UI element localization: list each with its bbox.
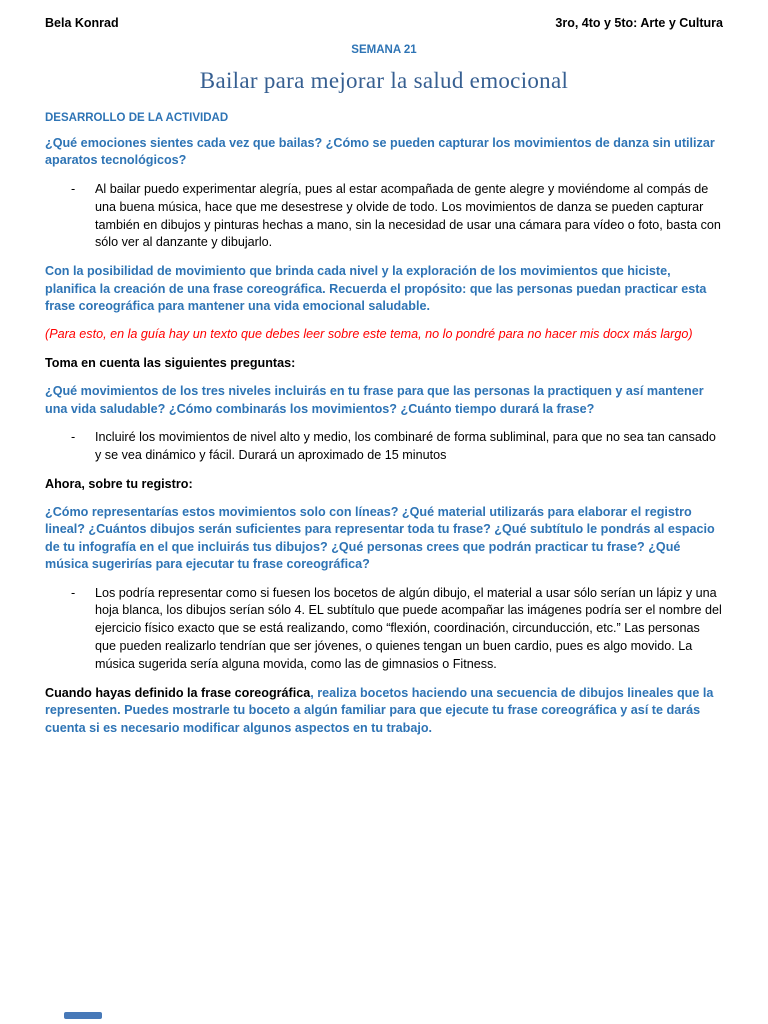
answer-text-1: Al bailar puedo experimentar alegría, pues al estar acompañada de gente alegre y moviéndome al compás de una buena música, hace que me desestrese y olvide de todo. Los movimientos de danza se pueden capturar también en dibujos y pinturas hechas a mano, sin la necesidad de usar una cámara para vídeo o foto, basta con sólo ver al danzante y dibujarlo.	[95, 181, 721, 250]
red-note-paragraph: (Para esto, en la guía hay un texto que debes leer sobre este tema, no lo pondré para no hacer mis docx más largo)	[45, 327, 693, 342]
horizontal-scrollbar-thumb[interactable]	[64, 1012, 102, 1019]
closing-paragraph	[45, 685, 723, 737]
question-paragraph-2: ¿Qué movimientos de los tres niveles incluirás en tu frase para que las personas la practiquen y así mantener una vida saludable? ¿Cómo combinarás los movimientos? ¿Cuánto tiempo durará la frase?	[45, 384, 704, 416]
section-heading: DESARROLLO DE LA ACTIVIDAD	[45, 112, 229, 124]
question-paragraph-3: ¿Cómo representarías estos movimientos solo con líneas? ¿Qué material utilizarás para elaborar el registro lineal? ¿Cuántos dibujos serán suficientes para representar toda tu frase? ¿Qué subtítulo le pondrás al espacio de tu infografía en el que incluirás tus dibujos? ¿Qué personas crees que podrán practicar tu frase? ¿Qué música sugerirías para ejecutar tu frase coreográfica?	[45, 505, 715, 572]
answer-text-3: Los podría representar como si fuesen los bocetos de algún dibujo, el material a usar sólo serían un lápiz y una hoja blanca, los dibujos serían sólo 4. EL subtítulo que puede acompañar las imágenes podría ser el nombre del ejercicio físico exacto que se está realizando, como “flexión, coordinación, circunducción, etc.” Las personas que pueden realizarlo tendrían que ser jóvenes, o quienes tengan un buen cardio, pues es algo movido. La música sugerida sería alguna movida, como las de gimnasios o Fitness.	[95, 585, 722, 671]
answer-text-2: Incluiré los movimientos de nivel alto y medio, los combinaré de forma subliminal, para que no sea tan cansado y se vea dinámico y fácil. Durará un aproximado de 15 minutos	[95, 429, 716, 462]
page-title: Bailar para mejorar la salud emocional	[199, 68, 569, 93]
week-subtitle: SEMANA 21	[351, 44, 417, 56]
answer-bullet-3	[45, 585, 723, 674]
closing-bold-text: Cuando hayas definido la frase coreográfica	[45, 685, 311, 700]
header-author: Bela Konrad	[45, 16, 119, 30]
prompt-paragraph-1: Toma en cuenta las siguientes preguntas:	[45, 355, 296, 370]
document-header	[45, 16, 723, 30]
prompt-paragraph-2: Ahora, sobre tu registro:	[45, 476, 193, 491]
bullet-dash-icon: -	[71, 181, 76, 196]
bullet-dash-icon: -	[71, 585, 76, 600]
bullet-dash-icon: -	[71, 429, 76, 444]
closing-blue-text: , realiza bocetos haciendo una secuencia de dibujos lineales que la representen. Puedes mostrarle tu boceto a algún familiar para que ejecute tu frase coreográfica y así te darás cuenta si es necesario modificar algunos aspectos en tu trabajo.	[45, 685, 714, 735]
header-course: 3ro, 4to y 5to: Arte y Cultura	[555, 16, 723, 30]
answer-bullet-1	[45, 181, 723, 253]
question-paragraph-1: ¿Qué emociones sientes cada vez que bailas? ¿Cómo se pueden capturar los movimientos de danza sin utilizar aparatos tecnológicos?	[45, 136, 715, 168]
answer-bullet-2	[45, 429, 723, 465]
instruction-paragraph-1: Con la posibilidad de movimiento que brinda cada nivel y la exploración de los movimientos que hiciste, planifica la creación de una frase coreográfica. Recuerda el propósito: que las personas puedan practicar esta frase coreográfica para mantener una vida emocional saludable.	[45, 264, 707, 313]
